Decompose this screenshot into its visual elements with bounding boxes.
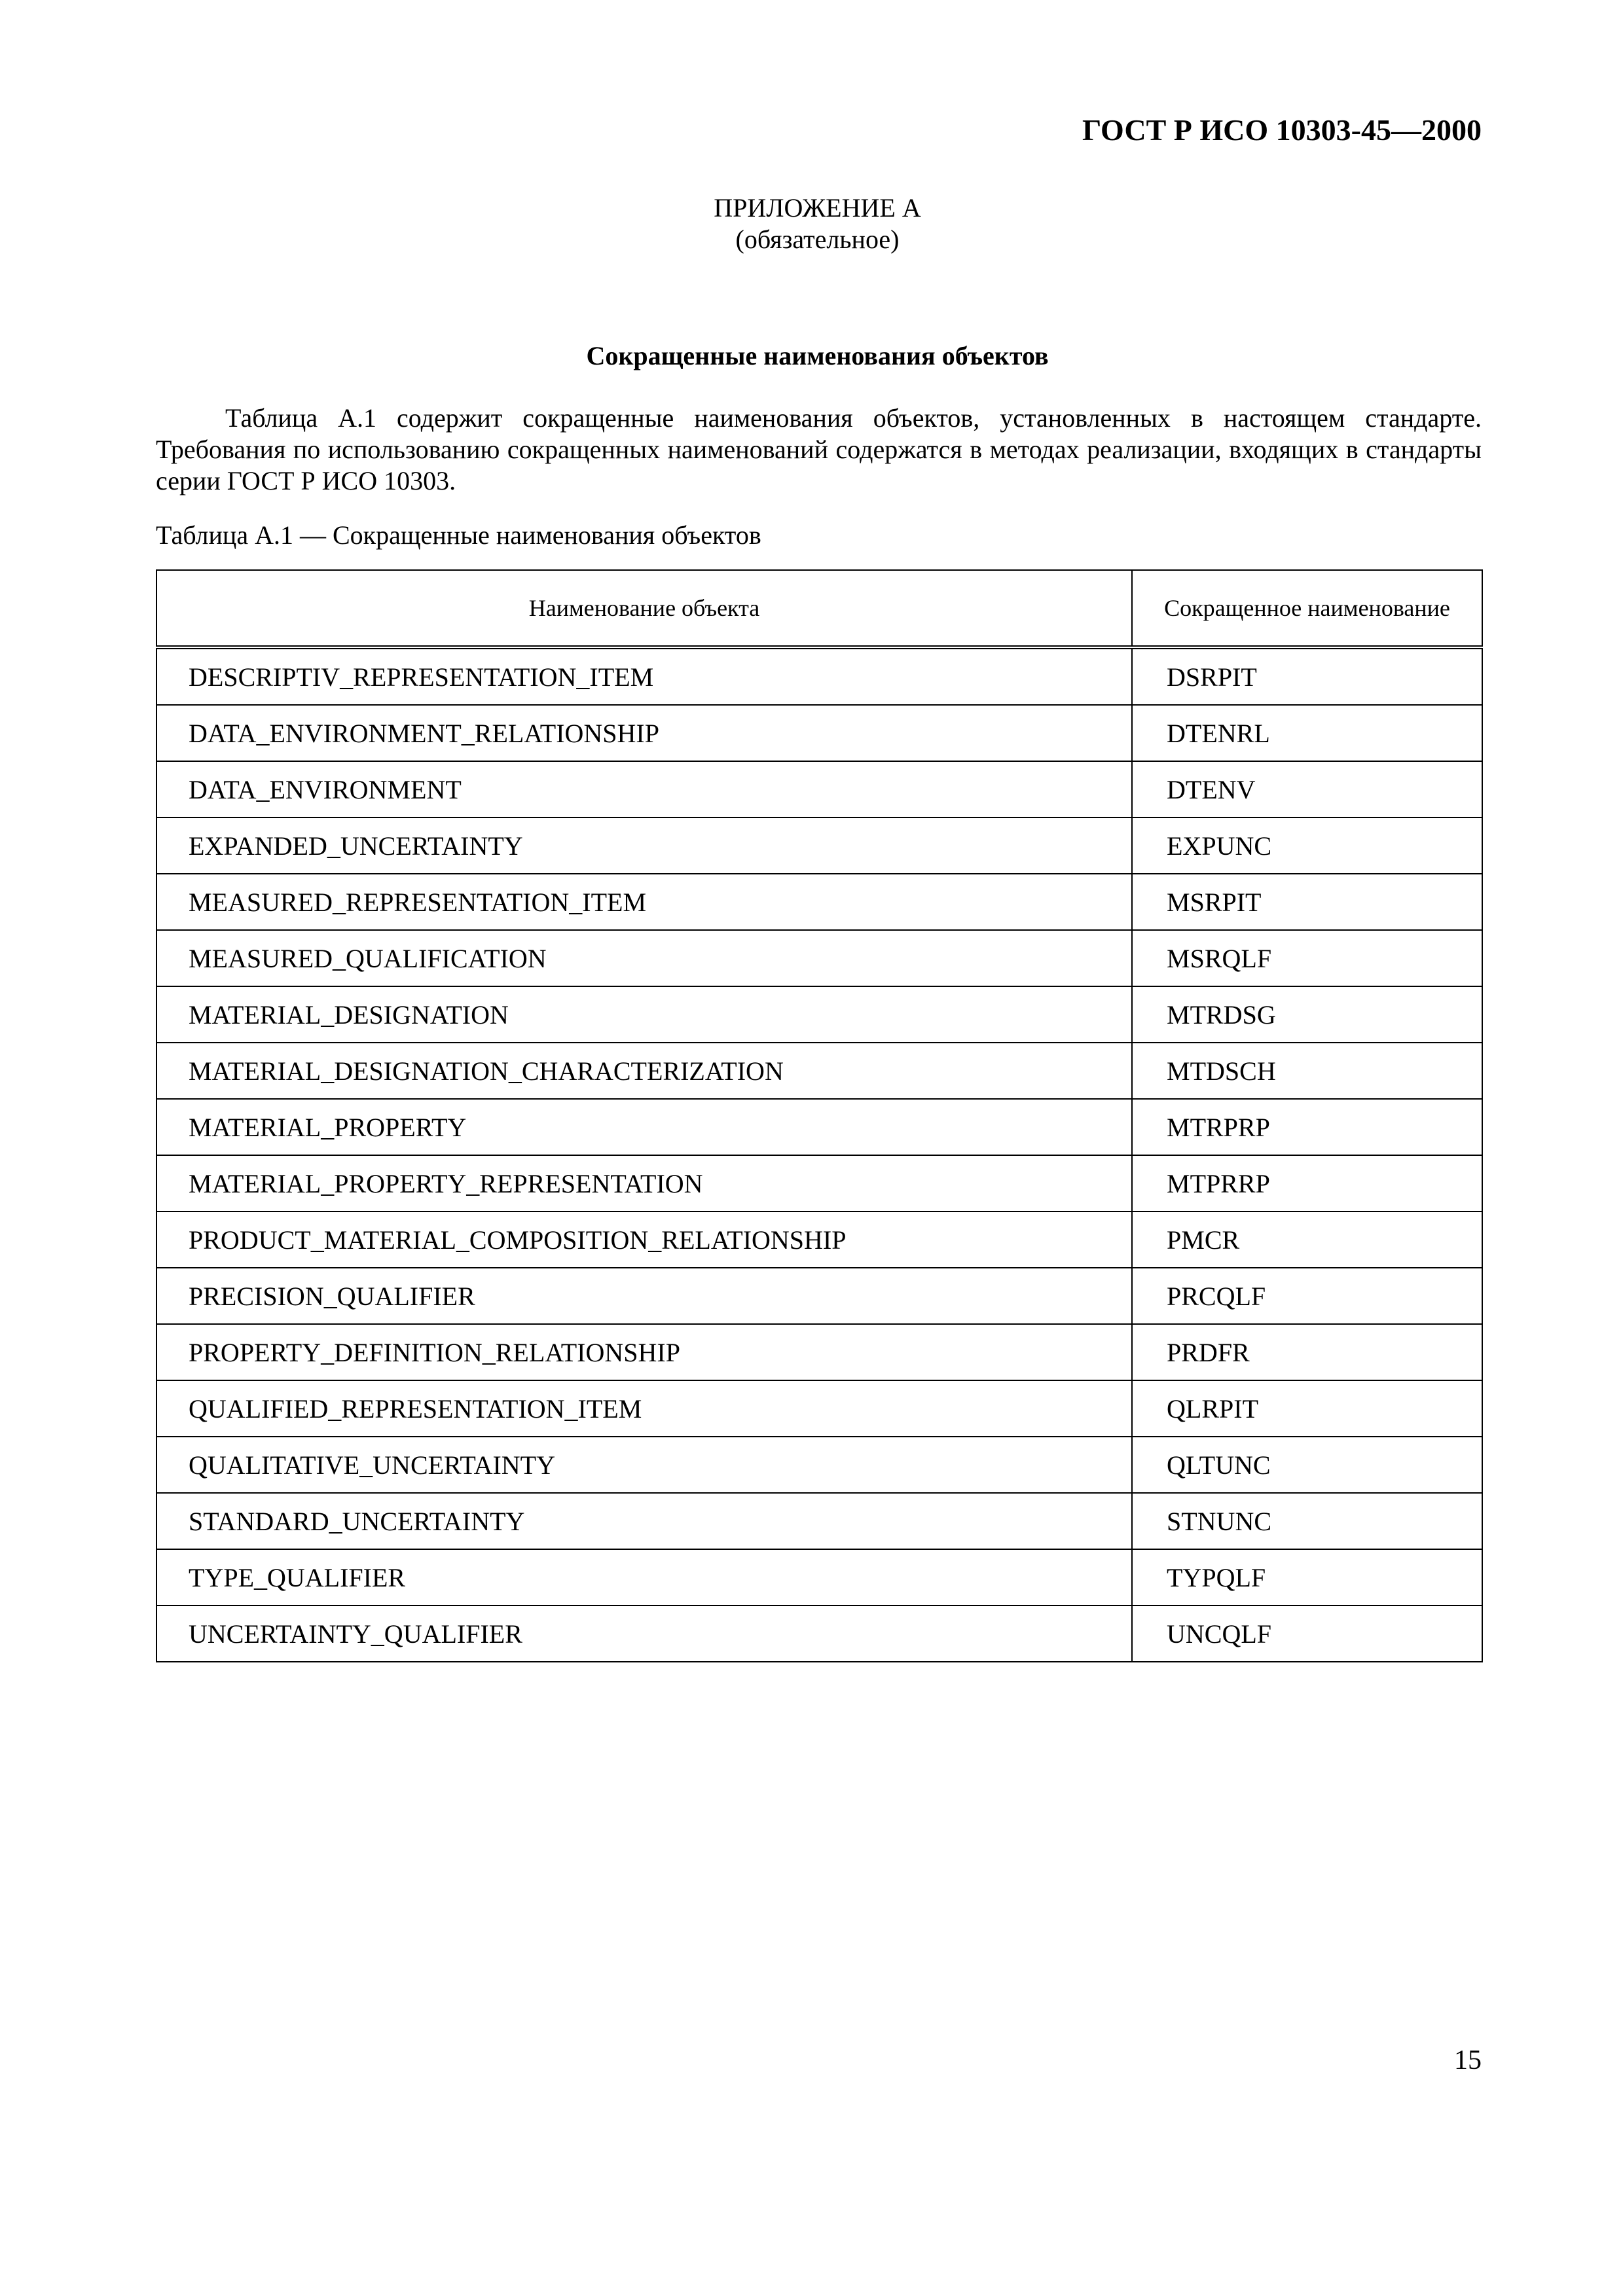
table-row xyxy=(156,1437,1482,1493)
section-title: Сокращенные наименования объектов xyxy=(586,341,1049,370)
short-name-cell: MSRPIT xyxy=(1132,874,1482,930)
short-name-cell: DSRPIT xyxy=(1132,647,1482,705)
short-name-cell: MTRDSG xyxy=(1132,986,1482,1043)
short-name-cell: EXPUNC xyxy=(1132,817,1482,874)
object-name-cell: MEASURED_REPRESENTATION_ITEM xyxy=(156,874,1132,930)
table-row xyxy=(156,1380,1482,1437)
table-row xyxy=(156,1043,1482,1099)
table-row xyxy=(156,930,1482,986)
table-row xyxy=(156,705,1482,761)
appendix-title: ПРИЛОЖЕНИЕ А xyxy=(714,193,921,223)
table-row xyxy=(156,647,1482,705)
table-header-row xyxy=(156,570,1482,647)
short-name-cell: UNCQLF xyxy=(1132,1605,1482,1662)
table-row xyxy=(156,1493,1482,1549)
object-name-cell: PRECISION_QUALIFIER xyxy=(156,1268,1132,1324)
object-name-cell: STANDARD_UNCERTAINTY xyxy=(156,1493,1132,1549)
object-name-cell: QUALITATIVE_UNCERTAINTY xyxy=(156,1437,1132,1493)
short-name-cell: MTPRRP xyxy=(1132,1155,1482,1211)
short-name-cell: PRCQLF xyxy=(1132,1268,1482,1324)
table-row xyxy=(156,817,1482,874)
table-row xyxy=(156,1605,1482,1662)
object-name-cell: MEASURED_QUALIFICATION xyxy=(156,930,1132,986)
object-name-cell: MATERIAL_DESIGNATION_CHARACTERIZATION xyxy=(156,1043,1132,1099)
short-name-cell: PRDFR xyxy=(1132,1324,1482,1380)
table-body xyxy=(156,647,1482,1662)
short-name-cell: PMCR xyxy=(1132,1211,1482,1268)
appendix-status: (обязательное) xyxy=(735,224,900,254)
object-name-cell: EXPANDED_UNCERTAINTY xyxy=(156,817,1132,874)
object-name-cell: PROPERTY_DEFINITION_RELATIONSHIP xyxy=(156,1324,1132,1380)
appendix-heading xyxy=(0,192,1623,255)
table-row xyxy=(156,874,1482,930)
short-name-cell: DTENV xyxy=(1132,761,1482,817)
table-row xyxy=(156,1324,1482,1380)
table-caption: Таблица А.1 — Сокращенные наименования объектов xyxy=(156,520,761,550)
table-row xyxy=(156,1268,1482,1324)
object-name-cell: DESCRIPTIV_REPRESENTATION_ITEM xyxy=(156,647,1132,705)
object-name-cell: MATERIAL_PROPERTY_REPRESENTATION xyxy=(156,1155,1132,1211)
short-name-cell: QLTUNC xyxy=(1132,1437,1482,1493)
table-row xyxy=(156,1099,1482,1155)
object-name-cell: PRODUCT_MATERIAL_COMPOSITION_RELATIONSHIP xyxy=(156,1211,1132,1268)
table-row xyxy=(156,1211,1482,1268)
short-name-cell: TYPQLF xyxy=(1132,1549,1482,1605)
short-name-cell: QLRPIT xyxy=(1132,1380,1482,1437)
short-name-cell: MTDSCH xyxy=(1132,1043,1482,1099)
column-header-short-name: Сокращенное наименование xyxy=(1132,570,1482,647)
column-header-object-name: Наименование объекта xyxy=(156,570,1132,647)
document-code: ГОСТ Р ИСО 10303-45—2000 xyxy=(1082,113,1482,147)
object-name-cell: TYPE_QUALIFIER xyxy=(156,1549,1132,1605)
short-name-cell: MSRQLF xyxy=(1132,930,1482,986)
table-row xyxy=(156,986,1482,1043)
object-name-cell: DATA_ENVIRONMENT_RELATIONSHIP xyxy=(156,705,1132,761)
object-name-cell: QUALIFIED_REPRESENTATION_ITEM xyxy=(156,1380,1132,1437)
table-row xyxy=(156,761,1482,817)
short-name-cell: MTRPRP xyxy=(1132,1099,1482,1155)
abbreviations-table xyxy=(156,569,1483,1662)
page-number: 15 xyxy=(1454,2045,1482,2075)
short-name-cell: DTENRL xyxy=(1132,705,1482,761)
object-name-cell: UNCERTAINTY_QUALIFIER xyxy=(156,1605,1132,1662)
table-row xyxy=(156,1155,1482,1211)
short-name-cell: STNUNC xyxy=(1132,1493,1482,1549)
object-name-cell: MATERIAL_DESIGNATION xyxy=(156,986,1132,1043)
intro-paragraph: Таблица А.1 содержит сокращенные наименования объектов, установленных в настоящем стандарте. Требования по использованию сокращенных наименований содержатся в методах реализации, входящих в стандарты серии ГОСТ Р ИСО 10303. xyxy=(156,403,1482,495)
object-name-cell: DATA_ENVIRONMENT xyxy=(156,761,1132,817)
table-row xyxy=(156,1549,1482,1605)
object-name-cell: MATERIAL_PROPERTY xyxy=(156,1099,1132,1155)
